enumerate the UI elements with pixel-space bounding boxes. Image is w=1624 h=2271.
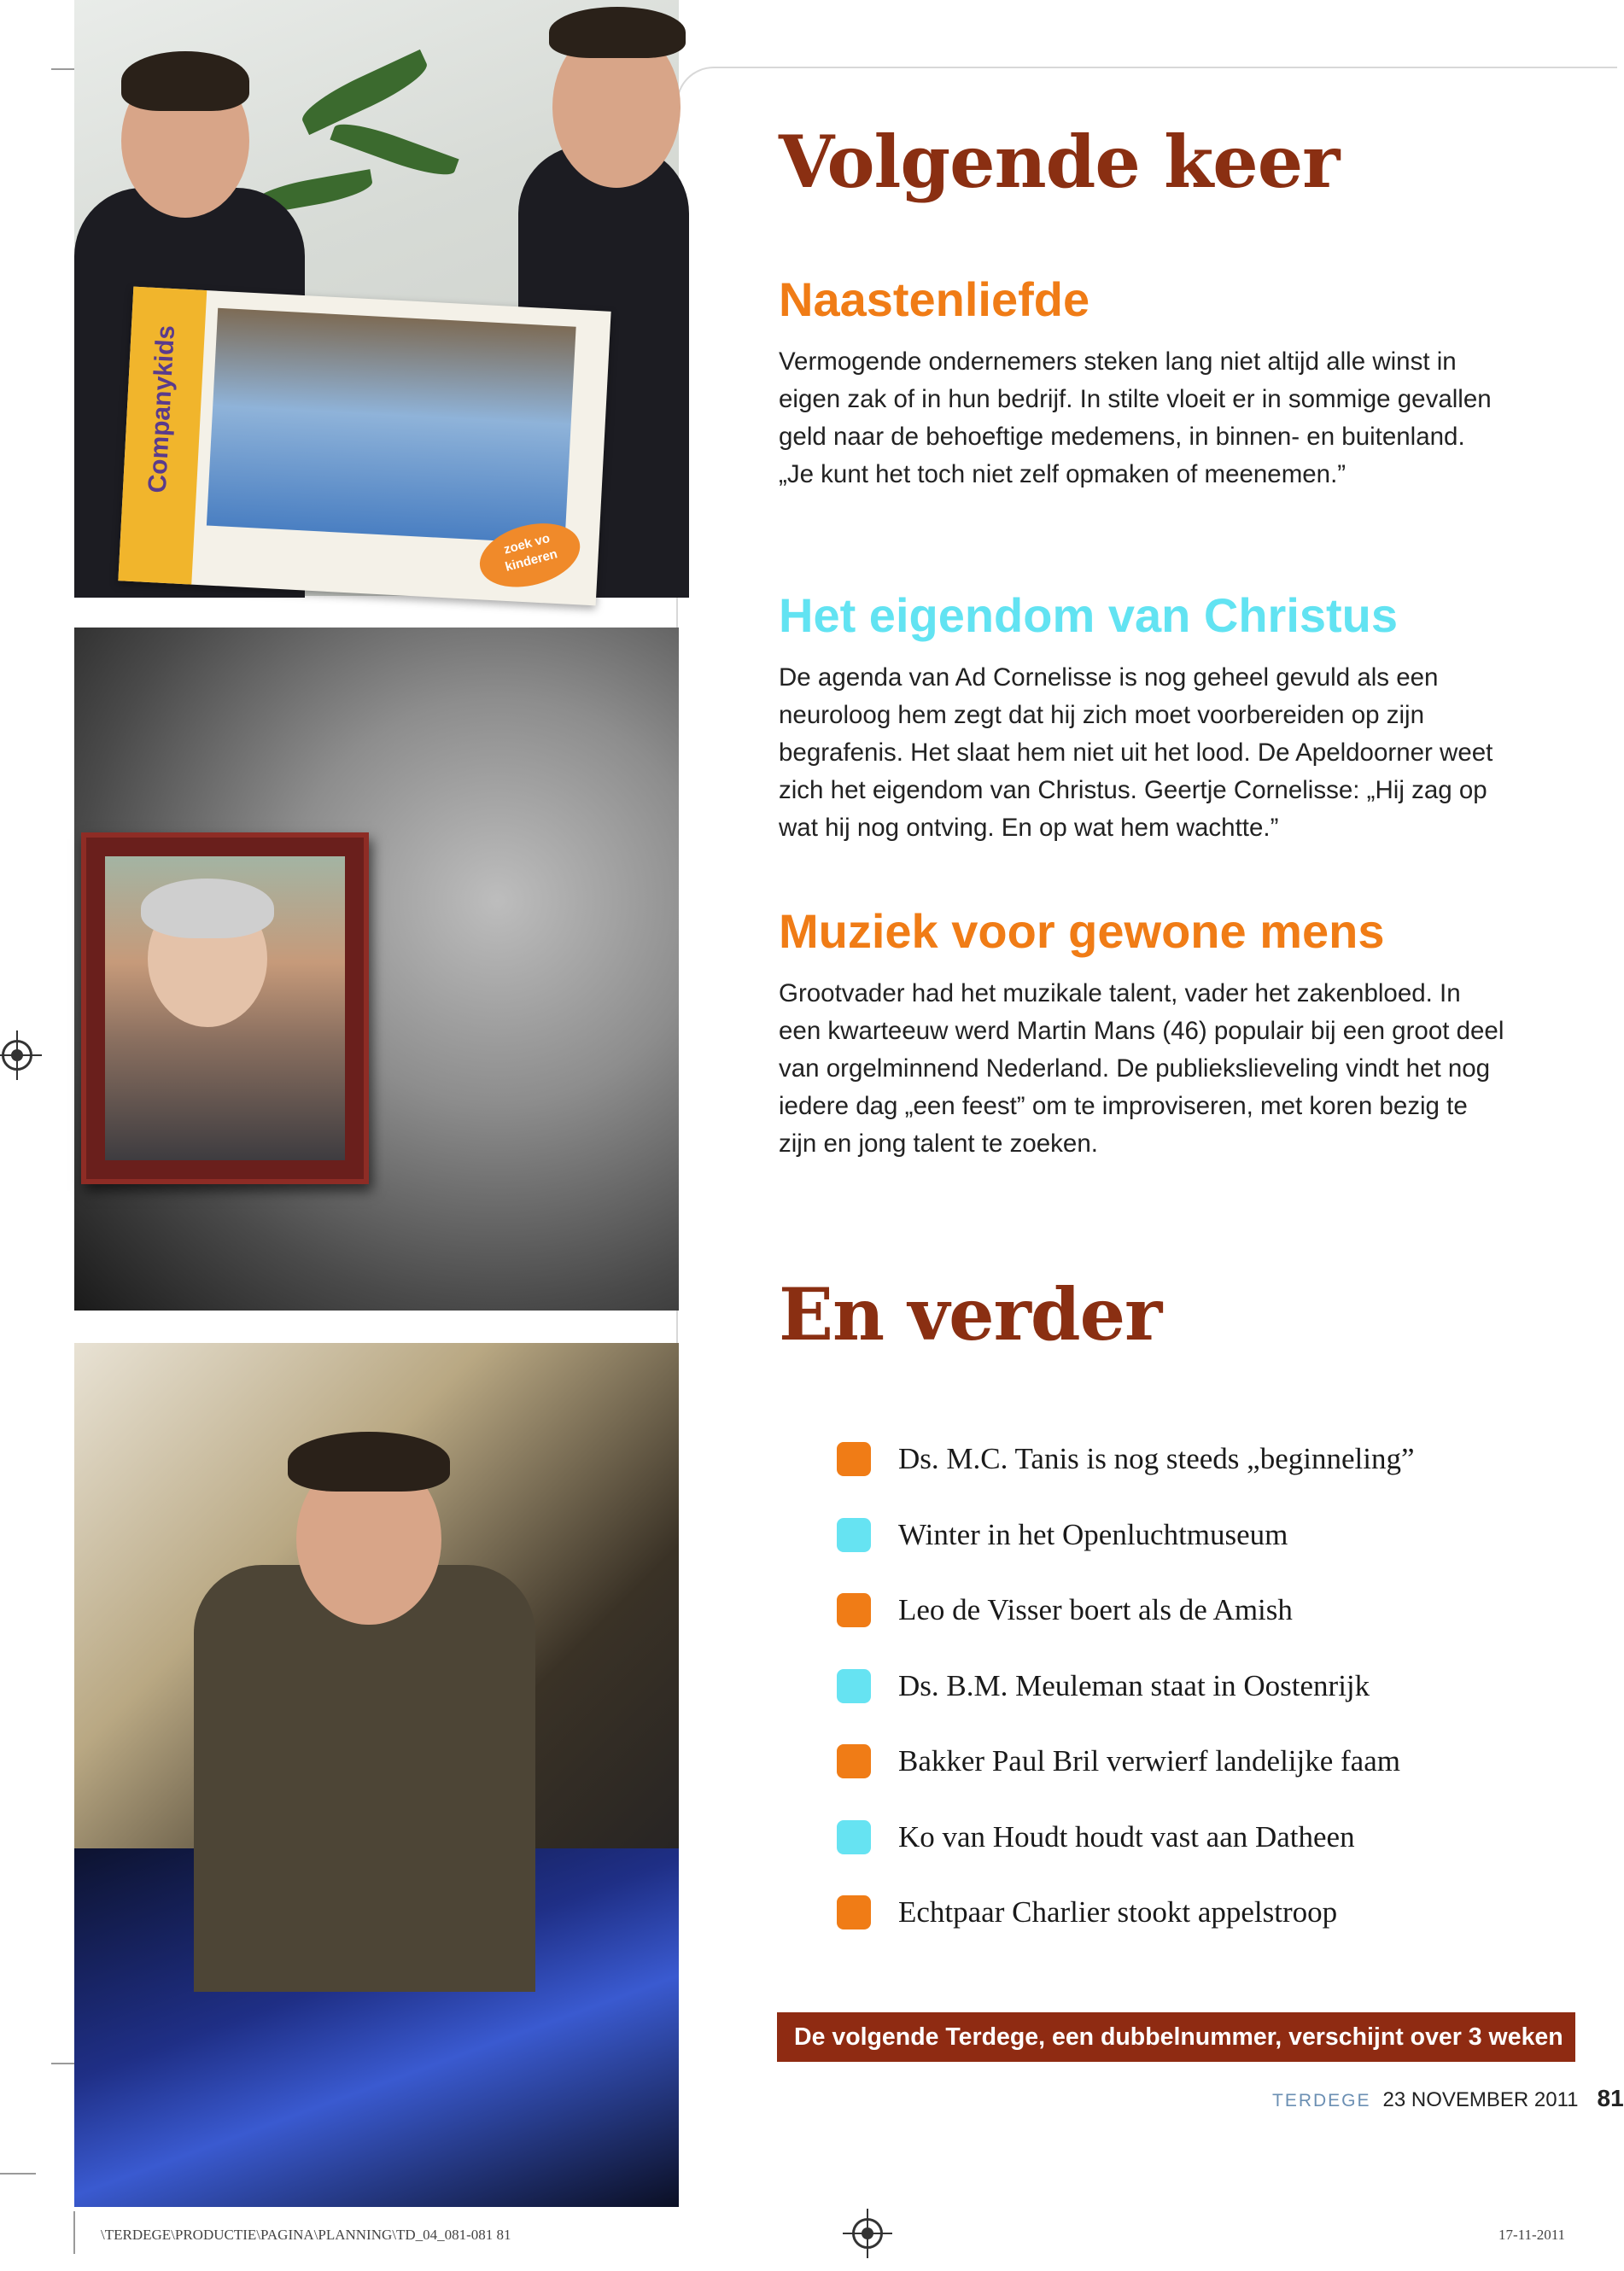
list-item-text: Ko van Houdt houdt vast aan Datheen: [898, 1819, 1355, 1854]
folio-date: 23 NOVEMBER 2011: [1382, 2088, 1579, 2111]
crop-mark: [73, 2211, 75, 2254]
crop-mark: [0, 2173, 36, 2175]
organist-hair: [288, 1432, 450, 1492]
list-item: [837, 1497, 1415, 1573]
list-item-text: Ds. M.C. Tanis is nog steeds „beginneling”: [898, 1442, 1415, 1476]
man-left-hair: [121, 51, 249, 111]
list-item: [837, 1649, 1415, 1725]
page-title: Volgende keer: [779, 120, 1340, 204]
portrait-hair: [141, 879, 274, 938]
list-item-text: Bakker Paul Bril verwierf landelijke faam: [898, 1744, 1400, 1778]
poster-brand: Companykids: [143, 324, 181, 494]
organist-jacket: [194, 1565, 535, 1992]
article-headline-eigendom: Het eigendom van Christus: [779, 588, 1399, 642]
list-item: [837, 1422, 1415, 1497]
list-item-text: Leo de Visser boert als de Amish: [898, 1593, 1293, 1627]
list-item: [837, 1573, 1415, 1649]
more-title: En verder: [779, 1272, 1162, 1357]
registration-mark-icon: [2, 1040, 32, 1071]
article-body-muziek: Grootvader had het muzikale talent, vader het zakenbloed. In een kwarteeuw werd Martin Mans (46) populair bij een groot deel van orgelminnend Nederland. De publiekslieveling vindt het nog iedere dag „een feest” om te improviseren, met koren bezig te zijn en jong talent te zoeken.: [779, 979, 1504, 1158]
next-issue-banner: De volgende Terdege, een dubbelnummer, verschijnt over 3 weken: [777, 2012, 1575, 2062]
list-item: [837, 1875, 1415, 1951]
list-item: [837, 1800, 1415, 1876]
registration-mark-icon: [852, 2218, 883, 2249]
square-bullet-icon: [837, 1895, 871, 1929]
photo-framed-portrait: [74, 628, 679, 1311]
photo-companykids: [74, 0, 679, 596]
photo-organist: [74, 1343, 679, 2207]
poster-spine: [118, 287, 207, 585]
list-item-text: Echtpaar Charlier stookt appelstroop: [898, 1895, 1338, 1929]
production-slug-date: 17-11-2011: [1498, 2227, 1566, 2243]
square-bullet-icon: [837, 1593, 871, 1627]
plant-leaf: [296, 50, 433, 135]
organist-figure: [177, 1394, 552, 1924]
square-bullet-icon: [837, 1744, 871, 1778]
square-bullet-icon: [837, 1442, 871, 1476]
picture-frame: [81, 832, 369, 1184]
list-item-text: Winter in het Openluchtmuseum: [898, 1517, 1288, 1551]
portrait-ad-cornelisse: [105, 856, 345, 1160]
list-item: [837, 1724, 1415, 1800]
article-body-naastenliefde: Vermogende ondernemers steken lang niet altijd alle winst in eigen zak of in hun bedrijf. In stilte vloeit er in sommige gevallen geld naar de behoeftige medemens, in binnen- en buitenland. „Je kunt het toch niet zelf opmaken of meenemen.”: [779, 347, 1492, 488]
man-right-hair: [549, 7, 686, 58]
square-bullet-icon: [837, 1669, 871, 1703]
square-bullet-icon: [837, 1518, 871, 1552]
production-slug-path: \TERDEGE\PRODUCTIE\PAGINA\PLANNING\TD_04_081-081 81: [101, 2227, 511, 2243]
companykids-poster: [118, 287, 610, 606]
article-headline-muziek: Muziek voor gewone mens: [779, 904, 1385, 958]
poster-tagline: zoek vo kinderen: [502, 530, 559, 575]
list-item-text: Ds. B.M. Meuleman staat in Oostenrijk: [898, 1668, 1370, 1702]
crop-mark: [51, 2063, 75, 2064]
more-list: [837, 1422, 1415, 1951]
article-body-eigendom: De agenda van Ad Cornelisse is nog geheel gevuld als een neuroloog hem zegt dat hij zich moet voorbereiden op zijn begrafenis. Het slaat hem niet uit het lood. De Apeldoorner weet zich het eigendom van Christus. Geertje Cornelisse: „Hij zag op wat hij nog ontving. En op wat hem wachtte.”: [779, 663, 1493, 842]
crop-mark: [51, 68, 75, 70]
folio-magazine: TERDEGE: [1272, 2091, 1371, 2110]
folio-page-number: 81: [1597, 2085, 1624, 2111]
square-bullet-icon: [837, 1820, 871, 1854]
page-folio: [1272, 2085, 1624, 2112]
article-headline-naastenliefde: Naastenliefde: [779, 272, 1090, 326]
poster-children-image: [207, 308, 576, 545]
